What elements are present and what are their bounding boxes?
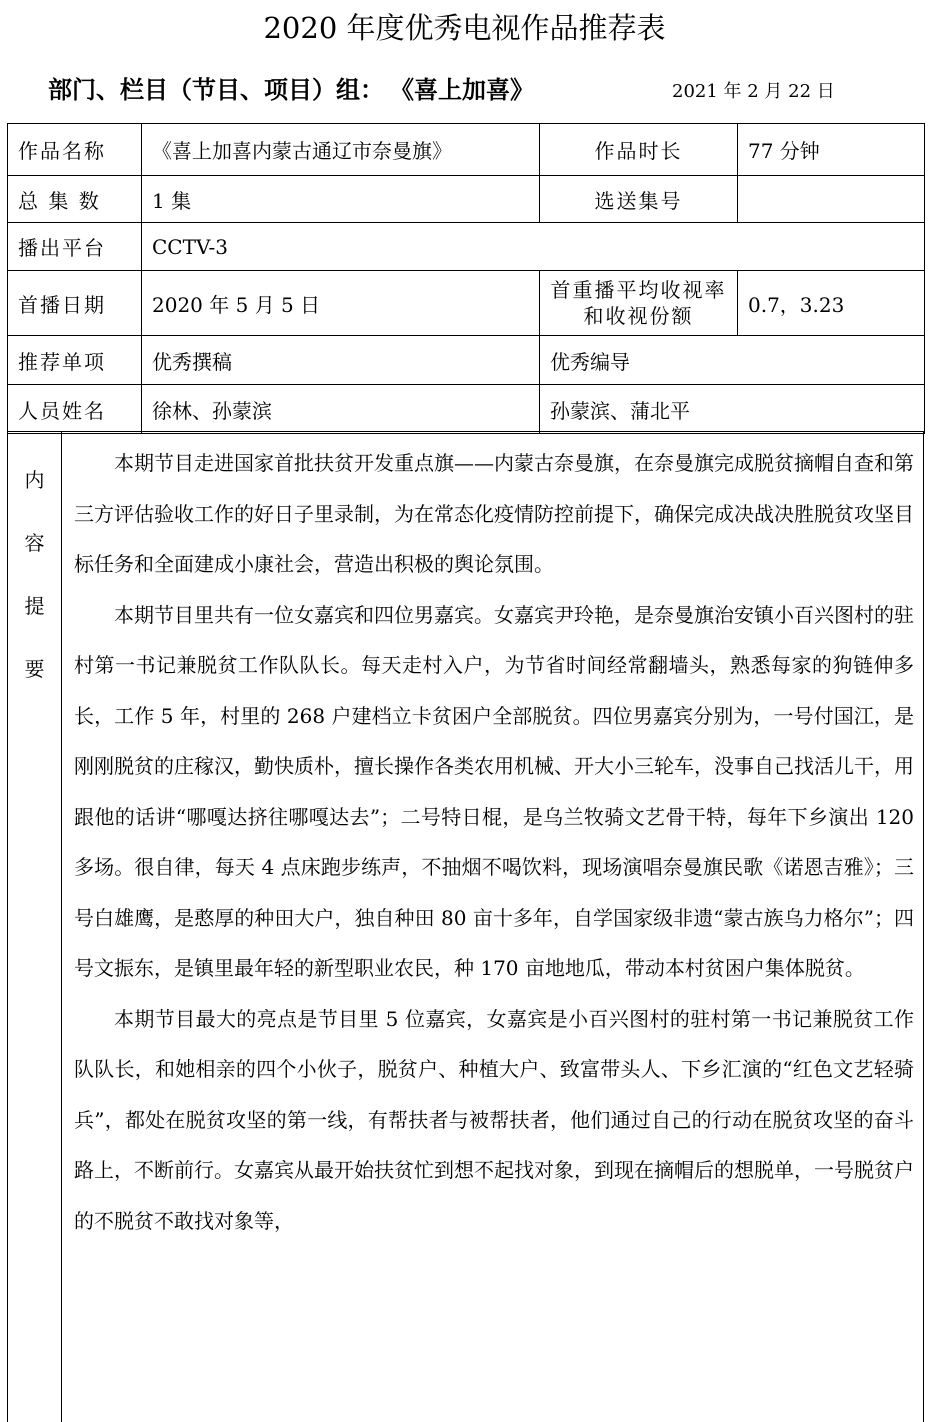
content-summary-text bbox=[74, 438, 914, 1246]
people-names-2: 孙蒙滨、蒲北平 bbox=[540, 385, 925, 434]
form-row-recommend bbox=[8, 336, 925, 385]
episode-number-label: 选送集号 bbox=[540, 176, 738, 223]
form-date: 2021 年 2 月 22 日 bbox=[672, 81, 835, 102]
people-label: 人员姓名 bbox=[8, 385, 142, 434]
duration-value: 77 分钟 bbox=[738, 124, 925, 176]
content-summary-label bbox=[8, 432, 62, 1422]
summary-paragraph: 本期节目里共有一位女嘉宾和四位男嘉宾。女嘉宾尹玲艳，是奈曼旗治安镇小百兴图村的驻村第一书记兼脱贫工作队队长。每天走村入户，为节省时间经常翻墙头，熟悉每家的狗链伸多长，工作 5 年，村里的 268 户建档立卡贫困户全部脱贫。四位男嘉宾分别为，一号付国江，是刚刚脱贫的庄稼汉，勤快质朴，擅长操作各类农用机械、开大小三轮车，没事自己找活儿干，用跟他的话讲“哪嘎达挤往哪嘎达去”；二号特日棍，是乌兰牧骑文艺骨干特，每年下乡演出 120 多场。很自律，每天 4 点床跑步练声，不抽烟不喝饮料，现场演唱奈曼旗民歌《诺恩吉雅》；三号白雄鹰，是憨厚的种田大户，独自种田 80 亩十多年，自学国家级非遗“蒙古族乌力格尔”；四号文振东，是镇里最年轻的新型职业农民，种 170 亩地地瓜，带动本村贫困户集体脱贫。 bbox=[74, 602, 914, 980]
recommend-item-1: 优秀撰稿 bbox=[142, 336, 540, 385]
episode-number-value bbox=[738, 176, 925, 223]
content-summary-section bbox=[7, 431, 924, 1422]
summary-paragraph: 本期节目最大的亮点是节目里 5 位嘉宾，女嘉宾是小百兴图村的驻村第一书记兼脱贫工作队队长，和她相亲的四个小伙子，脱贫户、种植大户、致富带头人、下乡汇演的“红色文艺轻骑兵”，都处在脱贫攻坚的第一线，有帮扶者与被帮扶者，他们通过自己的行动在脱贫攻坚的奋斗路上，不断前行。女嘉宾从最开始扶贫忙到想不起找对象，到现在摘帽后的想脱单，一号脱贫户的不脱贫不敢找对象等， bbox=[74, 1006, 914, 1233]
work-name-value: 《喜上加喜内蒙古通辽市奈曼旗》 bbox=[142, 124, 540, 176]
form-row-episodes bbox=[8, 176, 925, 223]
work-name-label: 作品名称 bbox=[8, 124, 142, 176]
premiere-label: 首播日期 bbox=[8, 271, 142, 336]
recommend-label: 推荐单项 bbox=[8, 336, 142, 385]
content-label-char: 内 bbox=[24, 468, 45, 492]
content-label-char: 容 bbox=[24, 531, 45, 555]
content-label-char: 提 bbox=[24, 594, 45, 618]
department-label: 部门、栏目（节目、项目）组： bbox=[48, 75, 384, 104]
episodes-label: 总 集 数 bbox=[8, 176, 142, 223]
recommend-item-2: 优秀编导 bbox=[540, 336, 925, 385]
premiere-value: 2020 年 5 月 5 日 bbox=[142, 271, 540, 336]
platform-value: CCTV-3 bbox=[142, 223, 925, 271]
content-label-char: 要 bbox=[24, 657, 45, 681]
form-row-platform bbox=[8, 223, 925, 271]
ratings-label: 首重播平均收视率和收视份额 bbox=[540, 271, 738, 336]
page-title: 2020 年度优秀电视作品推荐表 bbox=[263, 11, 666, 45]
form-row-premiere bbox=[8, 271, 925, 336]
form-row-work-name bbox=[8, 124, 925, 176]
department-value: 《喜上加喜》 bbox=[402, 75, 534, 104]
summary-paragraph: 本期节目走进国家首批扶贫开发重点旗——内蒙古奈曼旗，在奈曼旗完成脱贫摘帽自查和第三方评估验收工作的好日子里录制，为在常态化疫情防控前提下，确保完成决战决胜脱贫攻坚目标任务和全面建成小康社会，营造出积极的舆论氛围。 bbox=[74, 451, 914, 576]
department-line bbox=[48, 70, 608, 110]
ratings-value: 0.7，3.23 bbox=[738, 271, 925, 336]
recommendation-form bbox=[7, 123, 925, 434]
form-row-people bbox=[8, 385, 925, 434]
platform-label: 播出平台 bbox=[8, 223, 142, 271]
people-names-1: 徐林、孙蒙滨 bbox=[142, 385, 540, 434]
duration-label: 作品时长 bbox=[540, 124, 738, 176]
episodes-value: 1 集 bbox=[142, 176, 540, 223]
